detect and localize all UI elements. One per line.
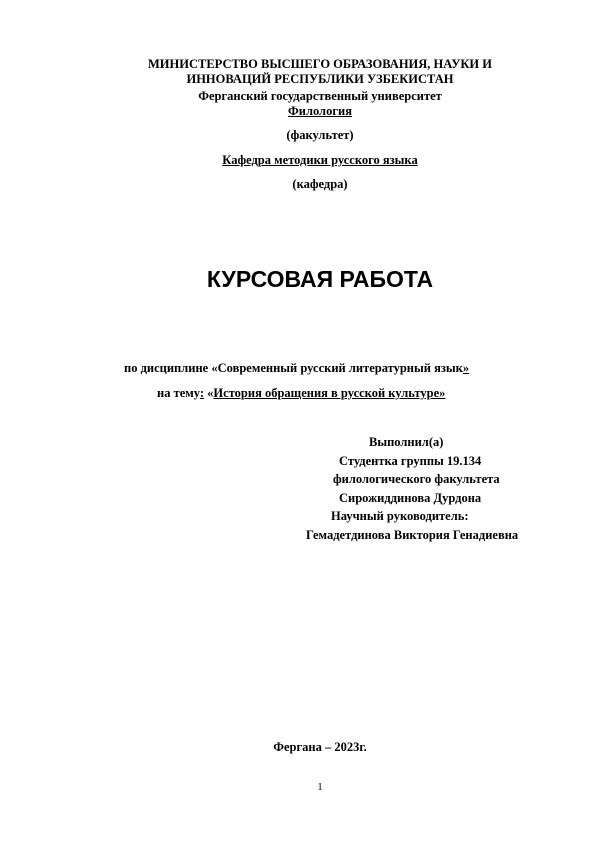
ministry-line-2: ИННОВАЦИЙ РЕСПУБЛИКИ УЗБЕКИСТАН <box>186 72 454 86</box>
city-year: Фергана – 2023г. <box>273 740 367 754</box>
document-title: КУРСОВАЯ РАБОТА <box>206 266 434 292</box>
topic-prefix: на тему <box>157 386 200 400</box>
discipline-prefix: по дисциплине «Современный русский литературный язык <box>124 361 463 375</box>
university-name: Ферганский государственный университет <box>198 89 442 103</box>
student-name: Сирожиддинова Дурдона <box>339 491 482 505</box>
discipline-line <box>124 361 469 376</box>
discipline-suffix: » <box>462 361 470 375</box>
department-name: Кафедра методики русского языка <box>222 153 418 167</box>
department-note: (кафедра) <box>292 177 348 191</box>
page-number: 1 <box>317 781 323 793</box>
supervisor-name: Гемадетдинова Виктория Генадиевна <box>306 528 519 542</box>
performed-by: Выполнил(а) <box>369 435 444 449</box>
topic-text: История обращения в русской культуре» <box>213 386 446 400</box>
faculty-name: Филология <box>288 104 352 118</box>
ministry-line-1: МИНИСТЕРСТВО ВЫСШЕГО ОБРАЗОВАНИЯ, НАУКИ И <box>147 57 493 71</box>
topic-quote-open: « <box>204 386 214 400</box>
faculty-note: (факультет) <box>286 128 354 142</box>
supervisor-label: Научный руководитель: <box>331 509 469 523</box>
topic-line <box>157 386 445 401</box>
student-group: Студентка группы 19.134 <box>339 454 482 468</box>
student-faculty: филологического факультета <box>333 472 500 486</box>
topic-colon: : <box>199 386 205 400</box>
